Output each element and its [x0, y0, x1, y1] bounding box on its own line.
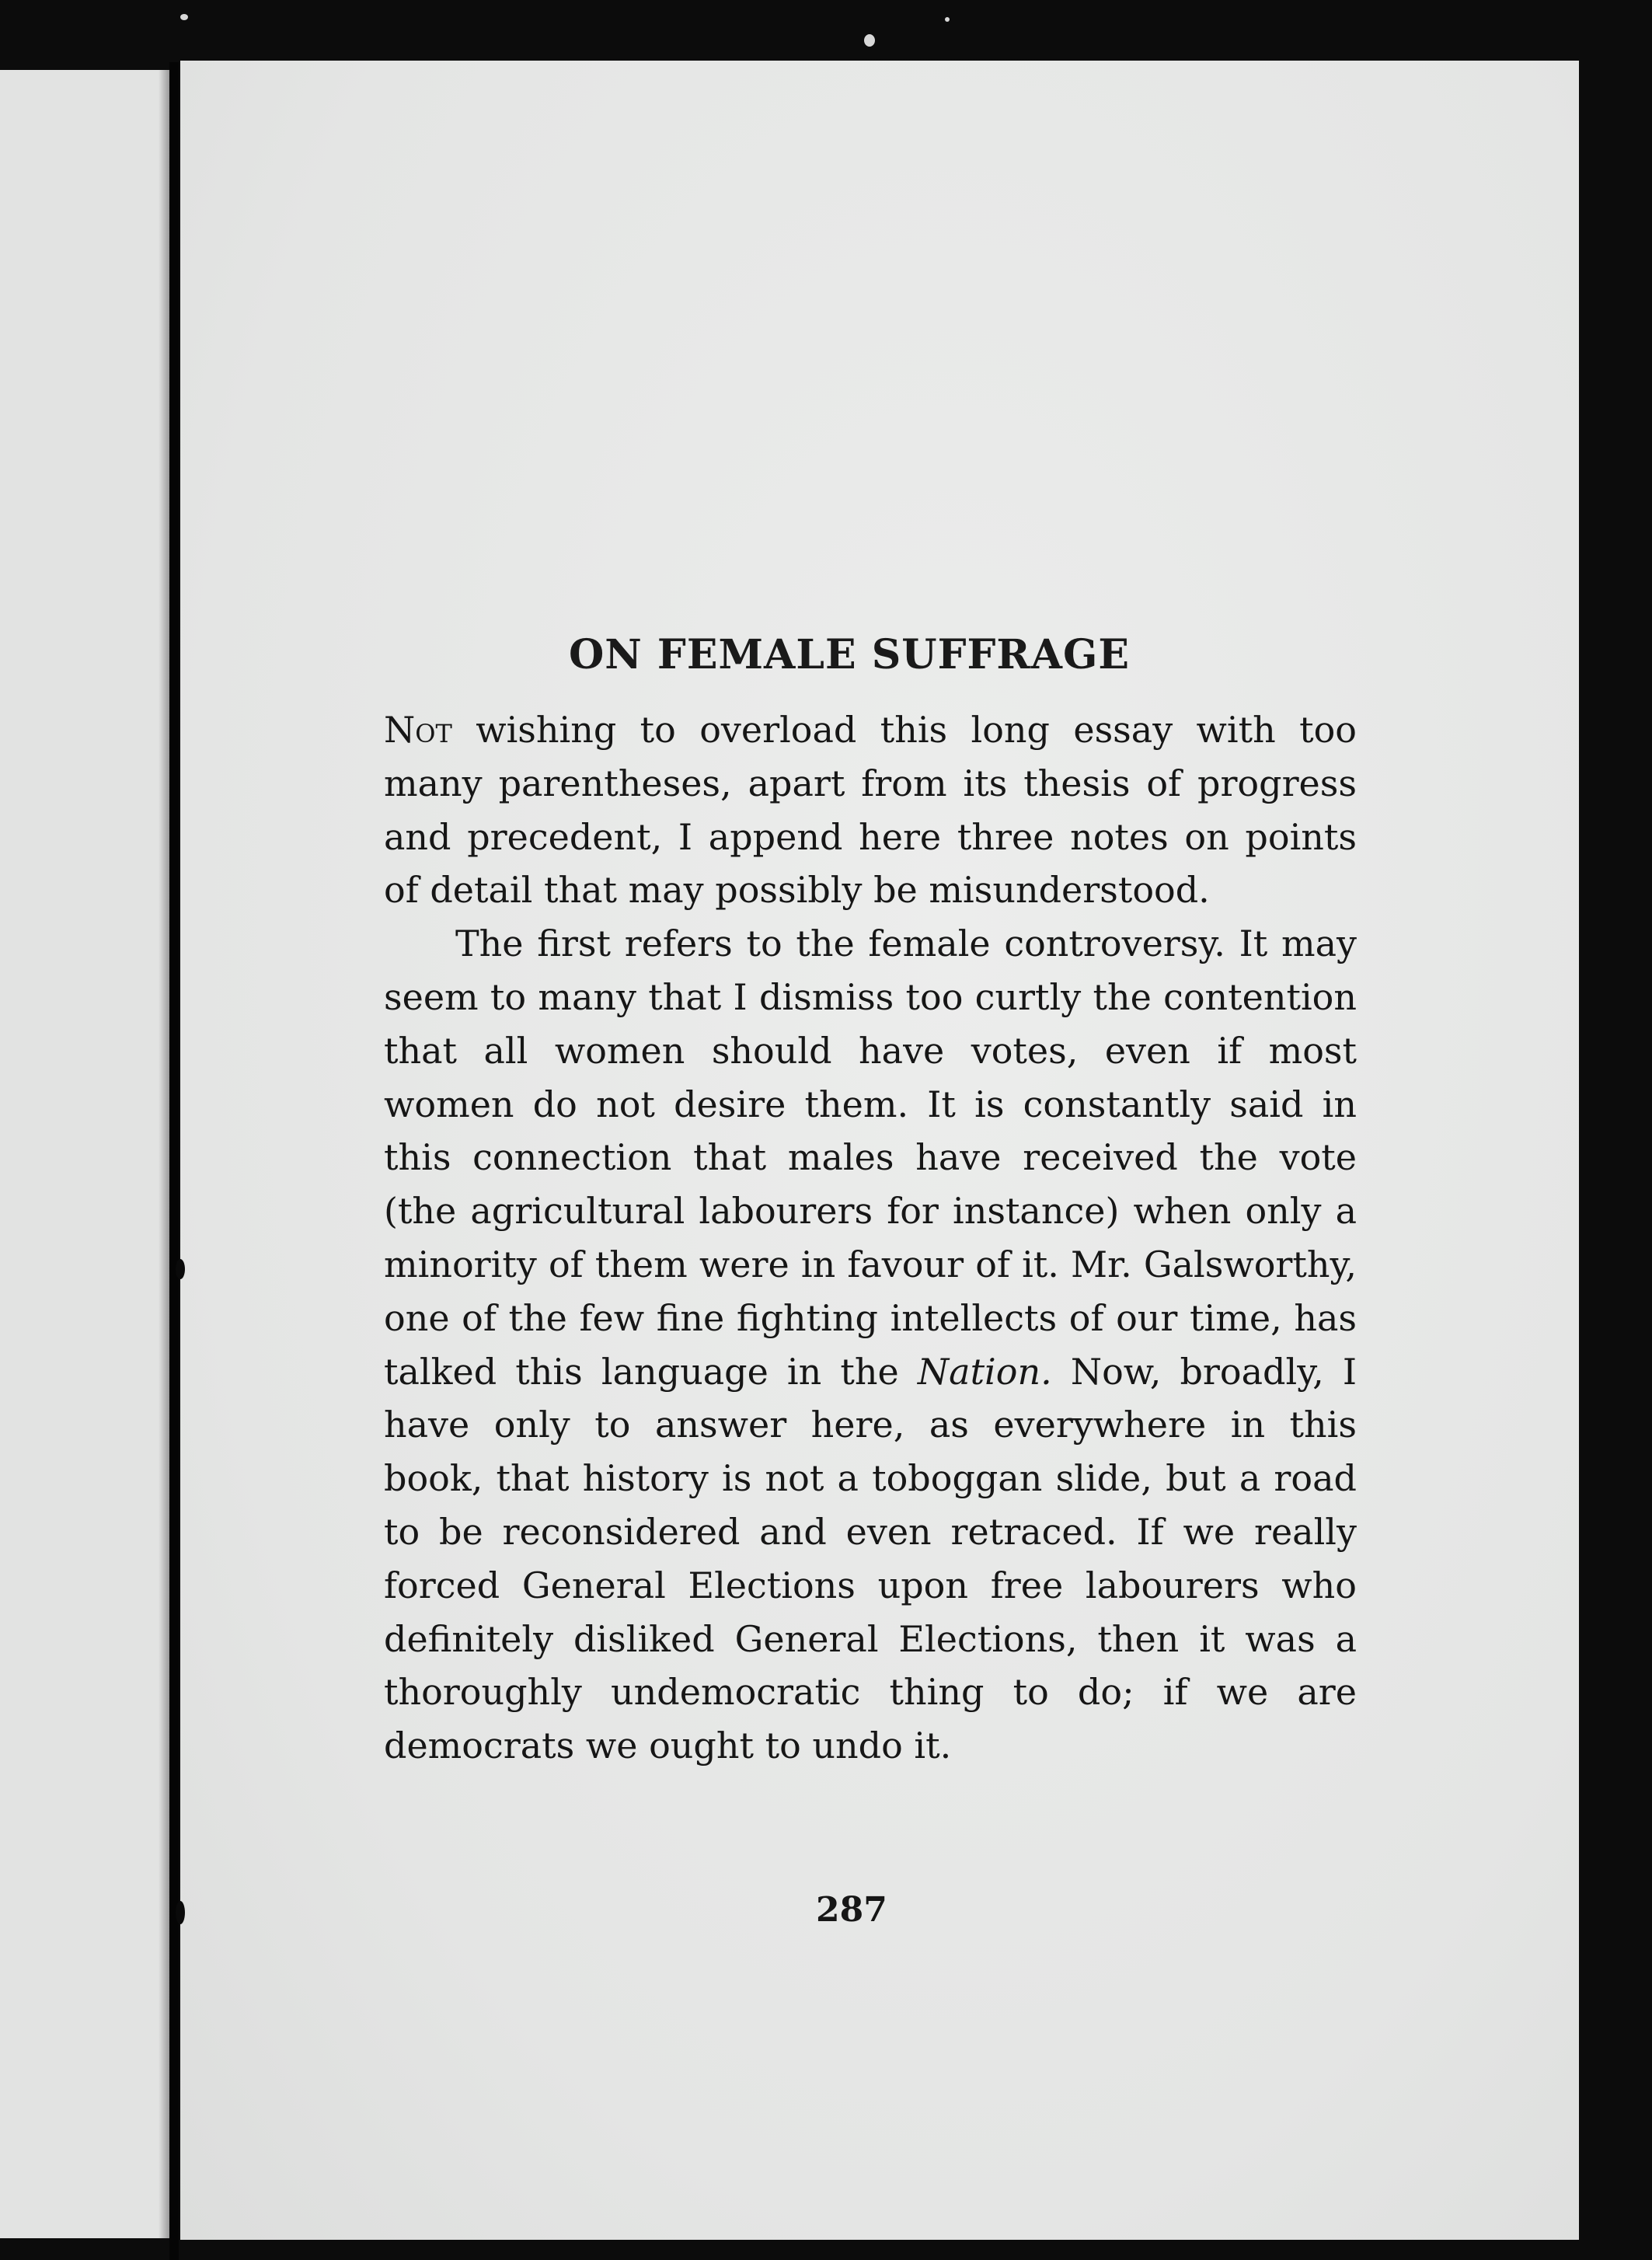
chapter-heading: ON FEMALE SUFFRAGE — [569, 631, 1131, 678]
scan-speck — [864, 34, 875, 47]
paragraph-2 — [384, 917, 1357, 1773]
paragraph-1 — [384, 703, 1357, 917]
gutter-shadow — [159, 70, 169, 2238]
scan-speck — [180, 14, 188, 20]
scan-speck — [945, 17, 950, 22]
scan-speck — [176, 1259, 185, 1279]
scan-top-border — [0, 0, 1652, 61]
first-word-initial: N — [384, 709, 416, 751]
scan-right-border — [1579, 54, 1652, 2260]
page-number: 287 — [816, 1890, 887, 1930]
first-word-smallcaps: ot — [415, 709, 452, 751]
page-body — [384, 703, 1357, 1773]
left-page-edge — [0, 70, 169, 2238]
paragraph-2-text-b: Now, broadly, I have only to answer here, as everywhere in this book, that history is not a toboggan slide, but a road to be reconsidered and even retraced. If we really forced General Elections upon free labourers who definitely disliked General Elections, then it was a thoroughly undemocratic thing to do; if we are democrats we ought to undo it. — [384, 1350, 1357, 1767]
scan-speck — [176, 1901, 185, 1924]
book-gutter — [169, 62, 179, 2260]
paragraph-2-text-a: The first refers to the female controversy. It may seem to many that I dismiss too curtly the contention that all women should have votes, even if most women do not desire them. It is constantly said in this connection that males have received the vote (the agricultural labourers for instance) when only a minority of them were in favour of it. Mr. Galsworthy, one of the few fine fighting intellects of our time, has talked this language in the — [384, 922, 1357, 1393]
nation-italic: Nation. — [917, 1350, 1052, 1393]
paragraph-1-text: wishing to overload this long essay with too many parentheses, apart from its thesis of progress and precedent, I append here three notes on points of detail that may possibly be misunderstood. — [384, 709, 1357, 912]
